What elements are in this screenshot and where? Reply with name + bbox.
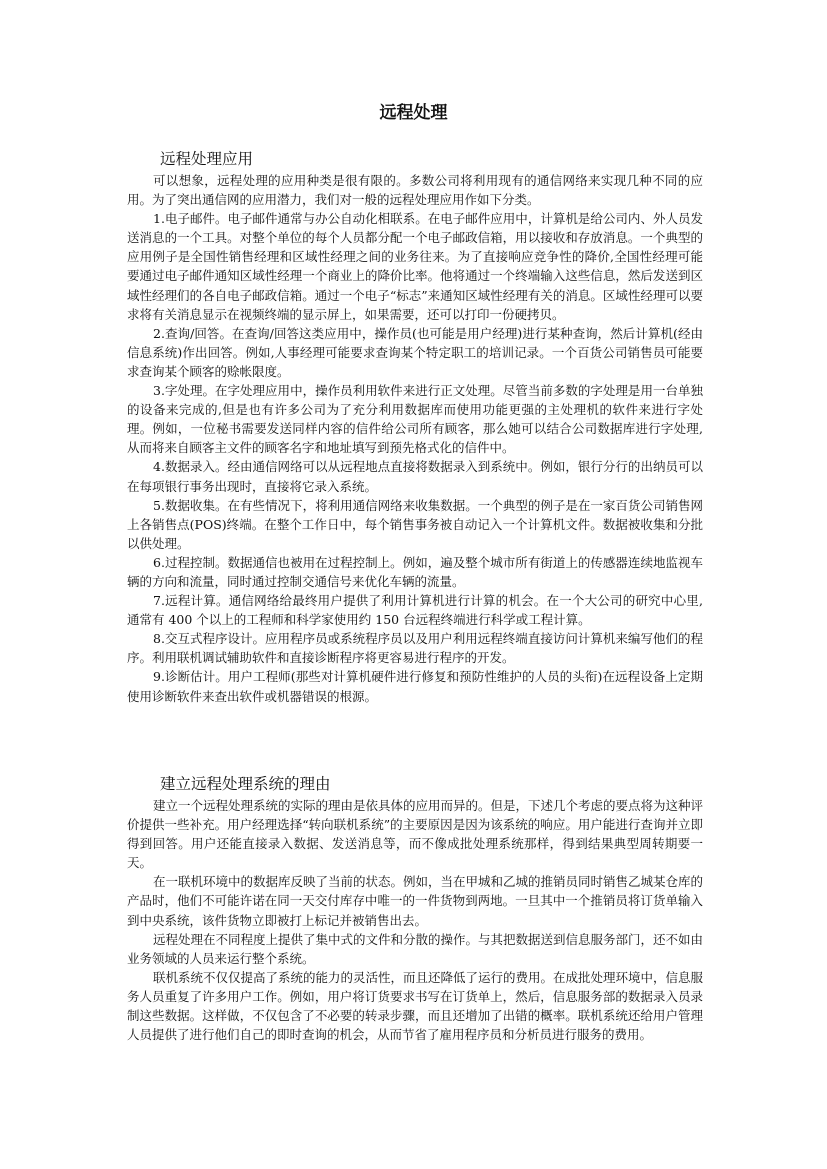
paragraph: 4.数据录入。经由通信网络可以从远程地点直接将数据录入到系统中。例如，银行分行的出纳员可以在每项银行事务出现时，直接将它录入系统。	[127, 459, 703, 494]
paragraph: 3.字处理。在字处理应用中，操作员利用软件来进行正文处理。尽管当前多数的字处理是用一台单独的设备来完成的,但是也有许多公司为了充分利用数据库而使用功能更强的主处理机的软件来进行字处理。例如，一位秘书需要发送同样内容的信件给公司所有顾客，那么她可以结合公司数据库进行字处理,从而将来自顾客主文件的顾客名字和地址填写到预先格式化的信件中。	[127, 383, 703, 456]
paragraph: 6.过程控制。数据通信也被用在过程控制上。例如，遍及整个城市所有街道上的传感器连续地监视车辆的方向和流量，同时通过控制交通信号来优化车辆的流量。	[127, 554, 703, 589]
paragraph: 远程处理在不同程度上提供了集中式的文件和分散的操作。与其把数据送到信息服务部门，还不如由业务领域的人员来运行整个系统。	[127, 931, 704, 966]
paragraph: 5.数据收集。在有些情况下，将利用通信网络来收集数据。一个典型的例子是在一家百货公司销售网上各销售点(POS)终端。在整个工作日中，每个销售事务被自动记入一个计算机文件。数据被收集和分批以供处理。	[127, 497, 703, 551]
section-reasons	[127, 773, 703, 1044]
paragraph: 2.查询/回答。在查询/回答这类应用中，操作员(也可能是用户经理)进行某种查询，然后计算机(经由信息系统)作出回答。例如,人事经理可能要求查询某个特定职工的培训记录。一个百货公司销售员可能要求查询某个顾客的赊帐限度。	[127, 325, 703, 379]
paragraph: 7.远程计算。通信网络给最终用户提供了利用计算机进行计算的机会。在一个大公司的研究中心里,通常有 400 个以上的工程师和科学家使用约 150 台远程终端进行科学或工程计算。	[127, 593, 703, 628]
paragraph: 建立一个远程处理系统的实际的理由是依具体的应用而异的。但是，下述几个考虑的要点将为这种评价提供一些补充。用户经理选择“转向联机系统”的主要原因是因为该系统的响应。用户能进行查询并立即得到回答。用户还能直接录入数据、发送消息等，而不像成批处理系统那样，得到结果典型周转期要一天。	[127, 798, 704, 871]
paragraph: 1.电子邮件。电子邮件通常与办公自动化相联系。在电子邮件应用中，计算机是给公司内、外人员发送消息的一个工具。对整个单位的每个人员都分配一个电子邮政信箱，用以接收和存放消息。一个典型的应用例子是全国性销售经理和区域性经理之间的业务往来。为了直接响应竞争性的降价,全国性经理可能要通过电子邮件通知区域性经理一个商业上的降价比率。他将通过一个终端输入这些信息，然后发送到区域性经理们的各自电子邮政信箱。通过一个电子“标志”来通知区域性经理有关的消息。区域性经理可以要求将有关消息显示在视频终端的显示屏上，如果需要，还可以打印一份硬拷贝。	[127, 211, 703, 322]
page-title: 远程处理	[379, 103, 448, 123]
section-heading: 建立远程处理系统的理由	[160, 775, 331, 793]
paragraph: 联机系统不仅仅提高了系统的能力的灵活性，而且还降低了运行的费用。在成批处理环境中，信息服务人员重复了许多用户工作。例如，用户将订货要求书写在订货单上，然后，信息服务部的数据录入员录制这些数据。这样做，不仅包含了不必要的转录步骤，而且还增加了出错的概率。联机系统还给用户管理人员提供了进行他们自己的即时查询的机会，从而节省了雇用程序员和分析员进行服务的费用。	[127, 969, 704, 1043]
section-applications	[127, 148, 703, 706]
section-heading: 远程处理应用	[160, 150, 254, 168]
paragraph: 8.交互式程序设计。应用程序员或系统程序员以及用户利用远程终端直接访问计算机来编写他们的程序。利用联机调试辅助软件和直接诊断程序将更容易进行程序的开发。	[127, 631, 703, 666]
paragraph: 可以想象，远程处理的应用种类是很有限的。多数公司将利用现有的通信网络来实现几种不同的应用。为了突出通信网的应用潜力，我们对一般的远程处理应用作如下分类。	[127, 173, 703, 208]
paragraph: 9.诊断估计。用户工程师(那些对计算机硬件进行修复和预防性维护的人员的头衔)在远程设备上定期使用诊断软件来查出软件或机器错误的根源。	[127, 669, 703, 704]
paragraph: 在一联机环境中的数据库反映了当前的状态。例如，当在甲城和乙城的推销员同时销售乙城某仓库的产品时，他们不可能许诺在同一天交付库存中唯一的一件货物到两地。一旦其中一个推销员将订货单输入到中央系统，该件货物立即被打上标记并被销售出去。	[127, 874, 704, 928]
